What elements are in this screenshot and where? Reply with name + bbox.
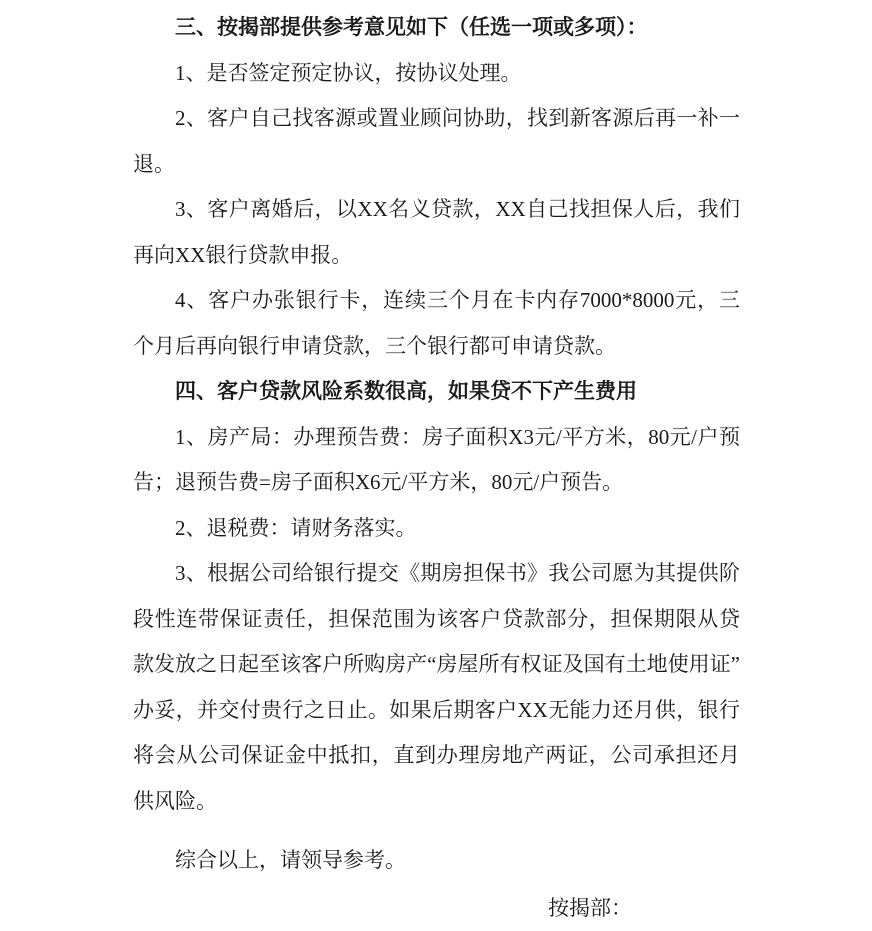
section-heading-4: 四、客户贷款风险系数很高，如果贷不下产生费用: [133, 369, 740, 415]
paragraph-item-2: 2、客户自己找客源或置业顾问协助，找到新客源后再一补一退。: [133, 96, 740, 187]
paragraph-fee-item-3: 3、根据公司给银行提交《期房担保书》我公司愿为其提供阶段性连带保证责任，担保范围为该客户贷款部分，担保期限从贷款发放之日起至该客户所购房产“房屋所有权证及国有土地使用证”办妥，并交付贵行之日止。如果后期客户XX无能力还月供，银行将会从公司保证金中抵扣，直到办理房地产两证，公司承担还月供风险。: [133, 551, 740, 824]
paragraph-fee-item-1: 1、房产局：办理预告费：房子面积X3元/平方米，80元/户预告；退预告费=房子面积X6元/平方米，80元/户预告。: [133, 415, 740, 506]
section-heading-3: 三、按揭部提供参考意见如下（任选一项或多项）：: [133, 5, 740, 51]
paragraph-fee-item-2: 2、退税费：请财务落实。: [133, 506, 740, 552]
paragraph-item-4: 4、客户办张银行卡，连续三个月在卡内存7000*8000元，三个月后再向银行申请贷款，三个银行都可申请贷款。: [133, 278, 740, 369]
paragraph-item-3: 3、客户离婚后，以XX名义贷款，XX自己找担保人后，我们再向XX银行贷款申报。: [133, 187, 740, 278]
closing-remark: 综合以上，请领导参考。: [133, 838, 740, 884]
signature-department: 按揭部：: [133, 886, 740, 931]
paragraph-item-1: 1、是否签定预定协议，按协议处理。: [133, 51, 740, 97]
